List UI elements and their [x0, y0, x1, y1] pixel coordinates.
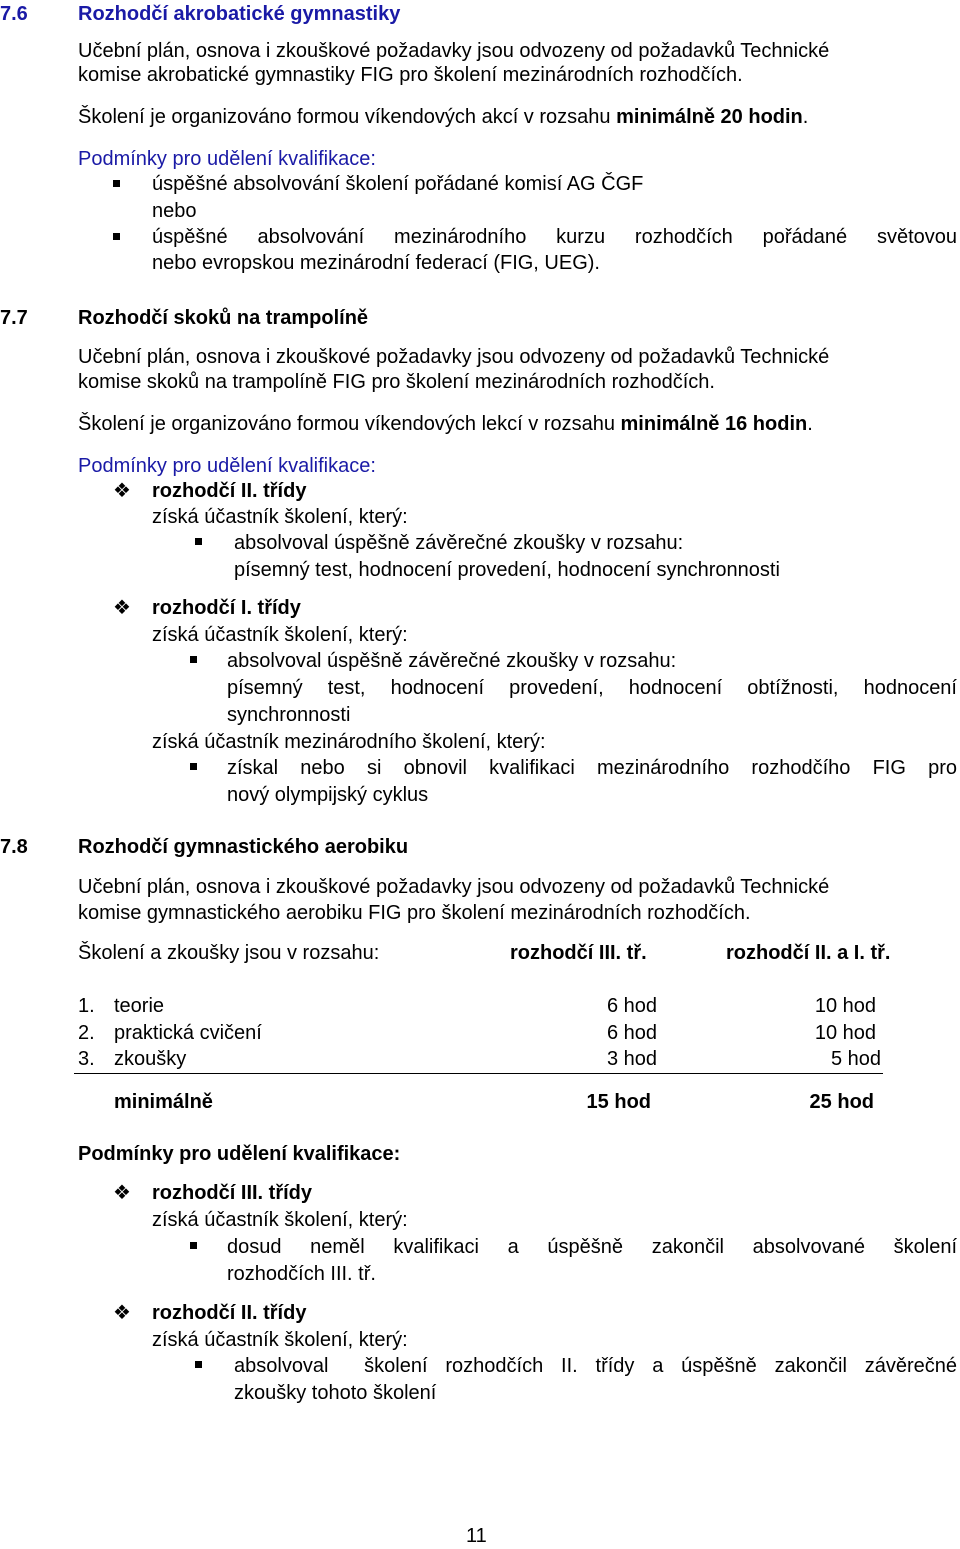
grade-title: rozhodčí III. třídy: [152, 1182, 313, 1204]
condition-item-cont: nebo evropskou mezinárodní federací (FIG, UEG).: [152, 252, 600, 274]
section-number-7-6: 7.6: [0, 3, 28, 25]
paragraph-training: Školení je organizováno formou víkendových lekcí v rozsahu minimálně 16 hodin.: [78, 413, 813, 435]
grade-title: rozhodčí II. třídy: [152, 480, 307, 502]
grade-item: dosud neměl kvalifikaci a úspěšně zakončil absolvované školení: [227, 1236, 957, 1258]
section-number-7-7: 7.7: [0, 307, 28, 329]
grade-item-cont: rozhodčích III. tř.: [227, 1263, 376, 1285]
grade-who: získá účastník školení, který:: [152, 624, 408, 646]
paragraph-training: Školení je organizováno formou víkendových akcí v rozsahu minimálně 20 hodin.: [78, 106, 809, 128]
section-number-7-8: 7.8: [0, 836, 28, 858]
total-value-a: 15 hod: [586, 1091, 651, 1113]
grade-who: získá účastník mezinárodního školení, který:: [152, 731, 546, 753]
square-bullet-icon: [190, 1242, 197, 1249]
section-title-7-8: Rozhodčí gymnastického aerobiku: [78, 836, 409, 858]
section-title-7-7: Rozhodčí skoků na trampolíně: [78, 307, 369, 329]
condition-or: nebo: [152, 200, 197, 222]
row-value-b: 10 hod: [814, 1022, 876, 1044]
total-value-b: 25 hod: [809, 1091, 874, 1113]
row-value-b: 10 hod: [814, 995, 876, 1017]
grade-title: rozhodčí II. třídy: [152, 1302, 307, 1324]
conditions-heading: Podmínky pro udělení kvalifikace:: [78, 455, 376, 477]
square-bullet-icon: [190, 656, 197, 663]
paragraph-line: komise skoků na trampolíně FIG pro školení mezinárodních rozhodčích.: [78, 371, 715, 393]
grade-who: získá účastník školení, který:: [152, 1329, 408, 1351]
grade-who: získá účastník školení, který:: [152, 1209, 408, 1231]
conditions-heading: Podmínky pro udělení kvalifikace:: [78, 148, 376, 170]
condition-item: úspěšné absolvování mezinárodního kurzu rozhodčích pořádané světovou: [152, 226, 957, 248]
paragraph-line: Učební plán, osnova i zkouškové požadavky jsou odvozeny od požadavků Technické: [78, 346, 830, 368]
paragraph-line: Učební plán, osnova i zkouškové požadavky jsou odvozeny od požadavků Technické: [78, 876, 830, 898]
grade-item-cont: nový olympijský cyklus: [227, 784, 429, 806]
diamond-bullet-icon: ❖: [113, 1182, 131, 1204]
square-bullet-icon: [113, 233, 120, 240]
paragraph-line: komise gymnastického aerobiku FIG pro školení mezinárodních rozhodčích.: [78, 902, 751, 924]
row-label: teorie: [114, 995, 165, 1017]
diamond-bullet-icon: ❖: [113, 597, 131, 619]
square-bullet-icon: [195, 1361, 202, 1368]
table-col-header: rozhodčí III. tř.: [510, 942, 647, 964]
grade-item-cont: zkoušky tohoto školení: [234, 1382, 437, 1404]
grade-item: získal nebo si obnovil kvalifikaci mezinárodního rozhodčího FIG pro: [227, 757, 957, 779]
row-value-a: 6 hod: [606, 1022, 657, 1044]
row-number: 3.: [78, 1048, 95, 1070]
row-value-a: 6 hod: [606, 995, 657, 1017]
row-value-a: 3 hod: [606, 1048, 657, 1070]
page-number: 11: [466, 1525, 487, 1547]
row-label: zkoušky: [114, 1048, 187, 1070]
total-label: minimálně: [114, 1091, 213, 1113]
row-label: praktická cvičení: [114, 1022, 262, 1044]
section-title-7-6: Rozhodčí akrobatické gymnastiky: [78, 3, 401, 25]
grade-item-cont: písemný test, hodnocení provedení, hodnocení obtížnosti, hodnocení: [227, 677, 957, 699]
square-bullet-icon: [113, 180, 120, 187]
grade-title: rozhodčí I. třídy: [152, 597, 301, 619]
paragraph-line: komise akrobatické gymnastiky FIG pro školení mezinárodních rozhodčích.: [78, 64, 743, 86]
square-bullet-icon: [195, 538, 202, 545]
diamond-bullet-icon: ❖: [113, 480, 131, 502]
grade-item-cont: písemný test, hodnocení provedení, hodnocení synchronnosti: [234, 559, 780, 581]
row-number: 1.: [78, 995, 95, 1017]
table-col-header: rozhodčí II. a I. tř.: [726, 942, 891, 964]
conditions-heading: Podmínky pro udělení kvalifikace:: [78, 1143, 401, 1165]
grade-item-cont: synchronnosti: [227, 704, 351, 726]
grade-item: absolvoval úspěšně závěrečné zkoušky v rozsahu:: [227, 650, 677, 672]
paragraph-line: Učební plán, osnova i zkouškové požadavky jsou odvozeny od požadavků Technické: [78, 40, 830, 62]
condition-item: úspěšné absolvování školení pořádané komisí AG ČGF: [152, 173, 644, 195]
square-bullet-icon: [190, 763, 197, 770]
table-intro: Školení a zkoušky jsou v rozsahu:: [78, 942, 380, 964]
diamond-bullet-icon: ❖: [113, 1302, 131, 1324]
table-divider: [74, 1073, 883, 1074]
grade-who: získá účastník školení, který:: [152, 506, 408, 528]
grade-item: absolvoval školení rozhodčích II. třídy a úspěšně zakončil závěrečné: [234, 1355, 957, 1377]
grade-item: absolvoval úspěšně závěrečné zkoušky v rozsahu:: [234, 532, 684, 554]
row-number: 2.: [78, 1022, 95, 1044]
row-value-b: 5 hod: [830, 1048, 881, 1070]
